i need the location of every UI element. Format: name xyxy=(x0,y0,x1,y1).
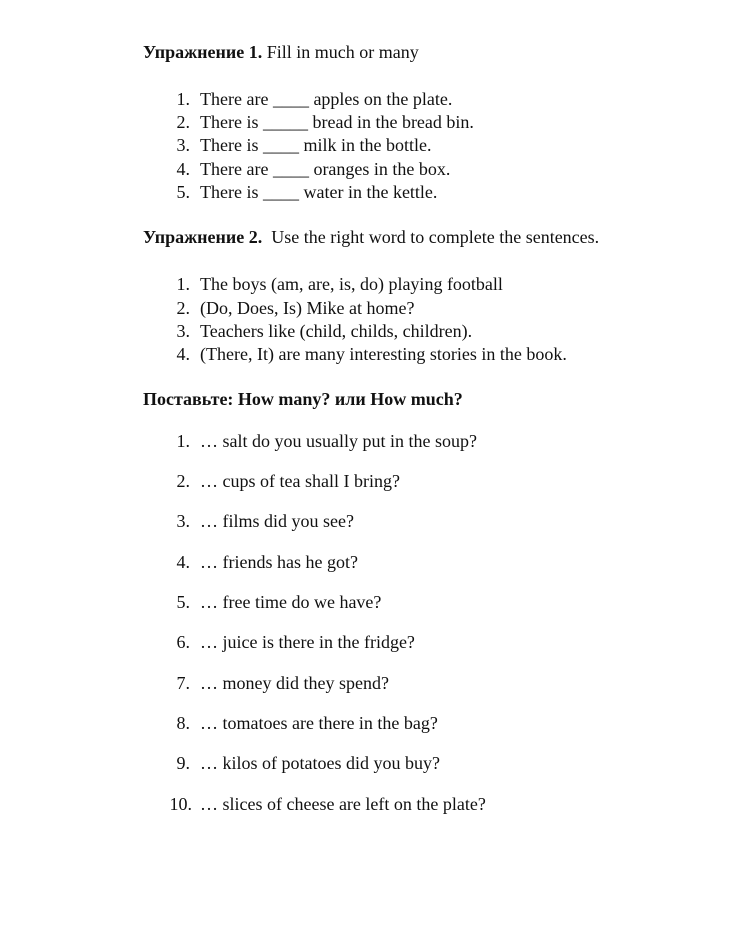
item-text: … kilos of potatoes did you buy? xyxy=(200,753,440,773)
item-number: 5. xyxy=(176,182,190,202)
item-text: … juice is there in the fridge? xyxy=(200,632,415,652)
item-number: 4. xyxy=(176,159,190,179)
item-number: 3. xyxy=(176,135,190,155)
exercise-1-heading xyxy=(143,42,419,63)
item-number: 3. xyxy=(176,321,190,341)
exercise-2-heading xyxy=(143,227,599,248)
item-text: Teachers like (child, childs, children). xyxy=(200,321,473,341)
item-text: … tomatoes are there in the bag? xyxy=(200,713,438,733)
item-text: … salt do you usually put in the soup? xyxy=(200,431,477,451)
exercise-2-instruction: Use the right word to complete the sentences. xyxy=(262,227,600,247)
item-text: There is ____ water in the kettle. xyxy=(200,182,438,202)
item-text: There are ____ oranges in the box. xyxy=(200,159,451,179)
item-text: … friends has he got? xyxy=(200,552,358,572)
item-number: 7. xyxy=(176,673,190,693)
item-number: 6. xyxy=(176,632,190,652)
exercise-3-heading xyxy=(143,389,463,410)
item-text: … cups of tea shall I bring? xyxy=(200,471,400,491)
item-text: There are ____ apples on the plate. xyxy=(200,89,453,109)
item-text: … slices of cheese are left on the plate? xyxy=(200,794,486,814)
item-text: … free time do we have? xyxy=(200,592,382,612)
exercise-1-instruction: Fill in much or many xyxy=(262,42,419,62)
item-text: There is _____ bread in the bread bin. xyxy=(200,112,474,132)
item-number: 4. xyxy=(176,344,190,364)
item-number: 10. xyxy=(169,794,192,814)
item-number: 2. xyxy=(176,471,190,491)
item-number: 4. xyxy=(176,552,190,572)
item-text: (Do, Does, Is) Mike at home? xyxy=(200,298,415,318)
item-number: 1. xyxy=(176,274,190,294)
exercise-3-label: Поставьте: How many? или How much? xyxy=(143,389,463,409)
item-text: There is ____ milk in the bottle. xyxy=(200,135,432,155)
item-number: 8. xyxy=(176,713,190,733)
item-text: … money did they spend? xyxy=(200,673,389,693)
item-number: 1. xyxy=(176,431,190,451)
item-number: 3. xyxy=(176,511,190,531)
item-text: (There, It) are many interesting stories in the book. xyxy=(200,344,567,364)
exercise-1-label: Упражнение 1. xyxy=(143,42,263,62)
item-number: 9. xyxy=(176,753,190,773)
exercise-2-label: Упражнение 2. xyxy=(143,227,263,247)
item-number: 5. xyxy=(176,592,190,612)
item-text: The boys (am, are, is, do) playing football xyxy=(200,274,503,294)
item-number: 2. xyxy=(176,298,190,318)
item-text: … films did you see? xyxy=(200,511,354,531)
item-number: 1. xyxy=(176,89,190,109)
item-number: 2. xyxy=(176,112,190,132)
